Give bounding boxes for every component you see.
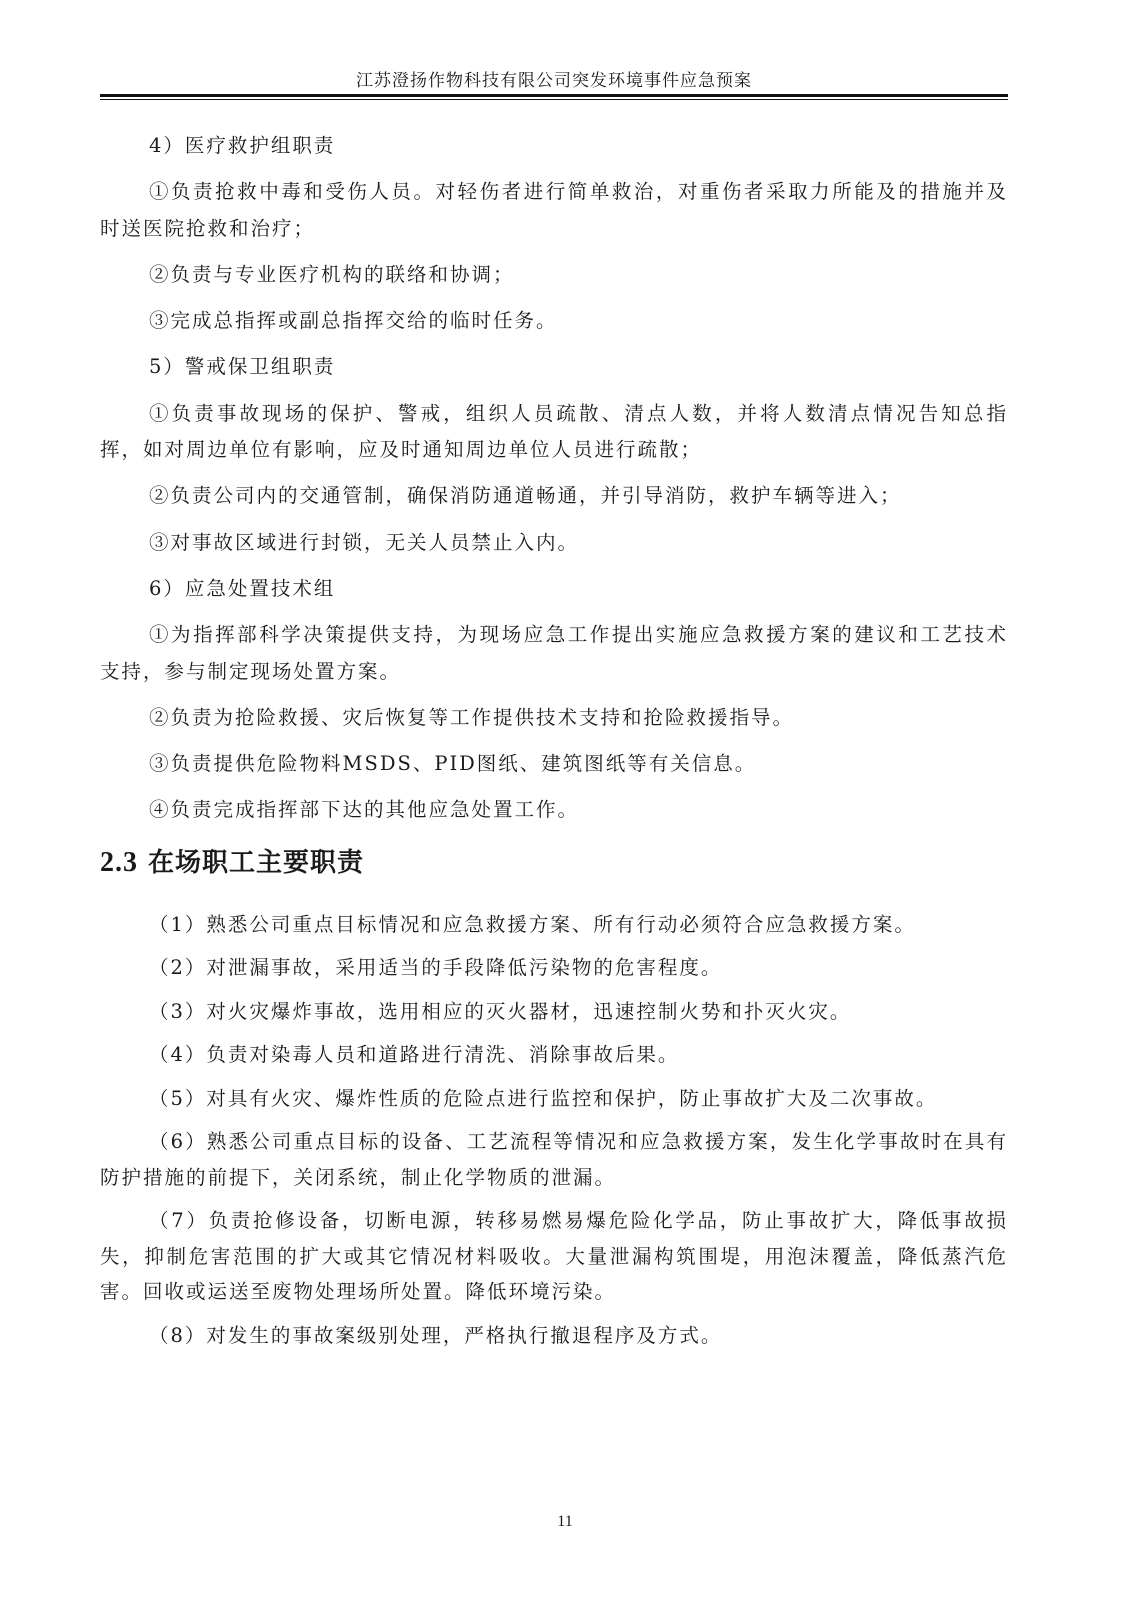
paragraph: （1）熟悉公司重点目标情况和应急救援方案、所有行动必须符合应急救援方案。 [149, 912, 916, 936]
paragraph: （4）负责对染毒人员和道路进行清洗、消除事故后果。 [149, 1043, 680, 1067]
paragraph: ①负责抢救中毒和受伤人员。对轻伤者进行简单救治，对重伤者采取力所能及的措施并及时送医院抢救和治疗； [100, 180, 1008, 240]
paragraph: ②负责为抢险救援、灾后恢复等工作提供技术支持和抢险救援指导。 [149, 705, 795, 729]
paragraph: ①为指挥部科学决策提供支持，为现场应急工作提出实施应急救援方案的建议和工艺技术支持，参与制定现场处置方案。 [100, 623, 1008, 683]
section-heading-text: 在场职工主要职责 [138, 847, 365, 878]
paragraph: （2）对泄漏事故，采用适当的手段降低污染物的危害程度。 [149, 956, 723, 980]
header-rule-thick [100, 94, 1008, 97]
paragraph: ②负责与专业医疗机构的联络和协调； [149, 262, 515, 286]
page-header-title: 江苏澄扬作物科技有限公司突发环境事件应急预案 [356, 71, 752, 91]
paragraph: ③完成总指挥或副总指挥交给的临时任务。 [149, 309, 558, 333]
section-body [100, 907, 1008, 1354]
paragraph: （5）对具有火灾、爆炸性质的危险点进行监控和保护，防止事故扩大及二次事故。 [149, 1086, 938, 1110]
paragraph: （8）对发生的事故案级别处理，严格执行撤退程序及方式。 [149, 1323, 723, 1347]
paragraph: 6）应急处置技术组 [149, 576, 336, 600]
page-number: 11 [557, 1513, 573, 1530]
paragraph: ②负责公司内的交通管制，确保消防通道畅通，并引导消防，救护车辆等进入； [149, 484, 902, 508]
paragraph: （7）负责抢修设备，切断电源，转移易燃易爆危险化学品，防止事故扩大，降低事故损失，抑制危害范围的扩大或其它情况材料吸收。大量泄漏构筑围堤，用泡沫覆盖，降低蒸汽危害。回收或运送至废物处理场所处置。降低环境污染。 [100, 1209, 1008, 1304]
paragraph: （6）熟悉公司重点目标的设备、工艺流程等情况和应急救援方案，发生化学事故时在具有防护措施的前提下，关闭系统，制止化学物质的泄漏。 [100, 1130, 1008, 1189]
section-heading-number: 2.3 [100, 846, 138, 878]
header-rule-thin [100, 99, 1008, 100]
document-body [100, 128, 1008, 1361]
paragraph: 5）警戒保卫组职责 [149, 355, 336, 379]
paragraph: 4）医疗救护组职责 [149, 134, 336, 157]
paragraph: ③负责提供危险物料MSDS、PID图纸、建筑图纸等有关信息。 [149, 752, 757, 776]
paragraph: ③对事故区域进行封锁，无关人员禁止入内。 [149, 530, 580, 554]
section-heading [100, 843, 1008, 883]
paragraph: （3）对火灾爆炸事故，选用相应的灭火器材，迅速控制火势和扑灭火灾。 [149, 999, 852, 1023]
paragraph: ①负责事故现场的保护、警戒，组织人员疏散、清点人数，并将人数清点情况告知总指挥，如对周边单位有影响，应及时通知周边单位人员进行疏散； [100, 401, 1008, 462]
paragraph: ④负责完成指挥部下达的其他应急处置工作。 [149, 798, 580, 822]
